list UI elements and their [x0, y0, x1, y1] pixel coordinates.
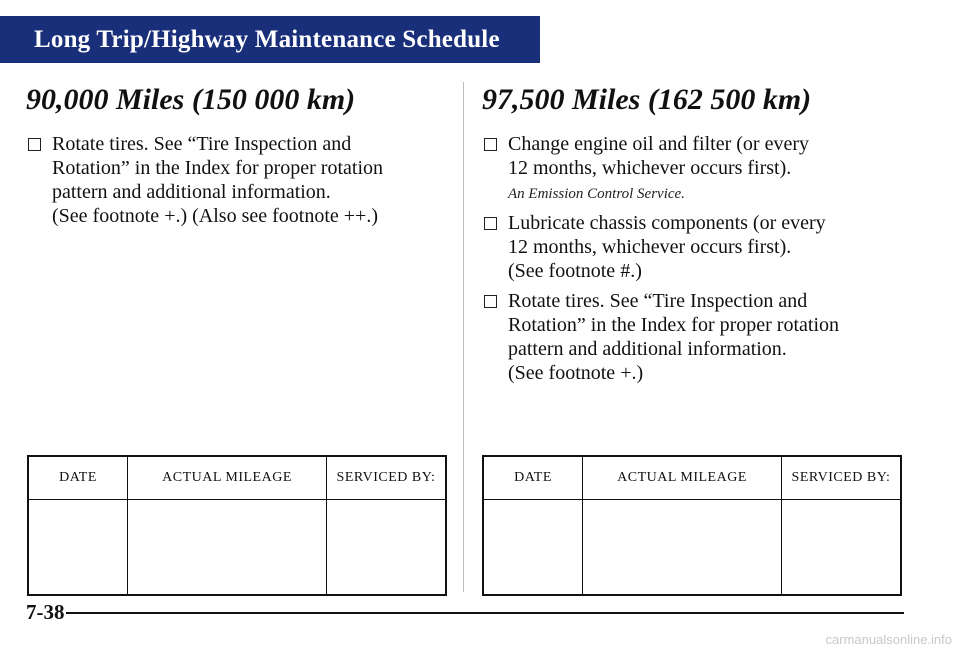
- actual-mileage-header: ACTUAL MILEAGE: [583, 456, 782, 500]
- item-line: (See footnote +.): [508, 362, 644, 384]
- checkbox[interactable]: [28, 138, 41, 151]
- emission-note: An Emission Control Service.: [508, 186, 685, 202]
- actual-mileage-header: ACTUAL MILEAGE: [128, 456, 327, 500]
- actual-mileage-cell[interactable]: [583, 500, 782, 596]
- checkbox[interactable]: [484, 217, 497, 230]
- right-record-table: [482, 455, 902, 596]
- item-line: Rotation” in the Index for proper rotation: [52, 157, 384, 179]
- table-row: [483, 500, 901, 596]
- checkbox[interactable]: [484, 138, 497, 151]
- left-record-table: [27, 455, 447, 596]
- left-column: [26, 82, 446, 234]
- table-header-row: [483, 456, 901, 500]
- item-line: Rotate tires. See “Tire Inspection and: [52, 133, 352, 155]
- item-line: pattern and additional information.: [508, 338, 787, 360]
- checkbox[interactable]: [484, 295, 497, 308]
- item-line: Rotate tires. See “Tire Inspection and: [508, 290, 808, 312]
- section-header-title: Long Trip/Highway Maintenance Schedule: [34, 25, 500, 53]
- serviced-by-header: SERVICED BY:: [782, 456, 902, 500]
- item-line: Change engine oil and filter (or every: [508, 133, 809, 155]
- table-header-row: [28, 456, 446, 500]
- right-section-title: 97,500 Miles (162 500 km): [482, 83, 812, 116]
- item-line: Rotation” in the Index for proper rotation: [508, 314, 840, 336]
- date-cell[interactable]: [483, 500, 583, 596]
- serviced-by-header: SERVICED BY:: [327, 456, 447, 500]
- item-line: pattern and additional information.: [52, 181, 331, 203]
- item-line: Lubricate chassis components (or every: [508, 212, 826, 234]
- serviced-by-cell[interactable]: [327, 500, 447, 596]
- item-line: (See footnote #.): [508, 260, 642, 282]
- page-number: 7-38: [26, 600, 65, 624]
- column-divider: [463, 82, 464, 592]
- watermark: carmanualsonline.info: [825, 632, 952, 647]
- table-row: [28, 500, 446, 596]
- item-line: 12 months, whichever occurs first).: [508, 157, 792, 179]
- actual-mileage-cell[interactable]: [128, 500, 327, 596]
- left-section-title: 90,000 Miles (150 000 km): [26, 83, 356, 116]
- right-column: [482, 82, 922, 391]
- footer-rule: [66, 612, 904, 614]
- section-header-banner: [0, 16, 540, 63]
- item-line: 12 months, whichever occurs first).: [508, 236, 792, 258]
- date-header: DATE: [28, 456, 128, 500]
- date-cell[interactable]: [28, 500, 128, 596]
- right-item-change-oil: [482, 132, 922, 180]
- item-line: (See footnote +.) (Also see footnote ++.): [52, 205, 378, 227]
- date-header: DATE: [483, 456, 583, 500]
- left-item-rotate-tires: [26, 132, 446, 228]
- serviced-by-cell[interactable]: [782, 500, 902, 596]
- right-item-lubricate-chassis: [482, 211, 922, 283]
- right-item-rotate-tires: [482, 289, 922, 385]
